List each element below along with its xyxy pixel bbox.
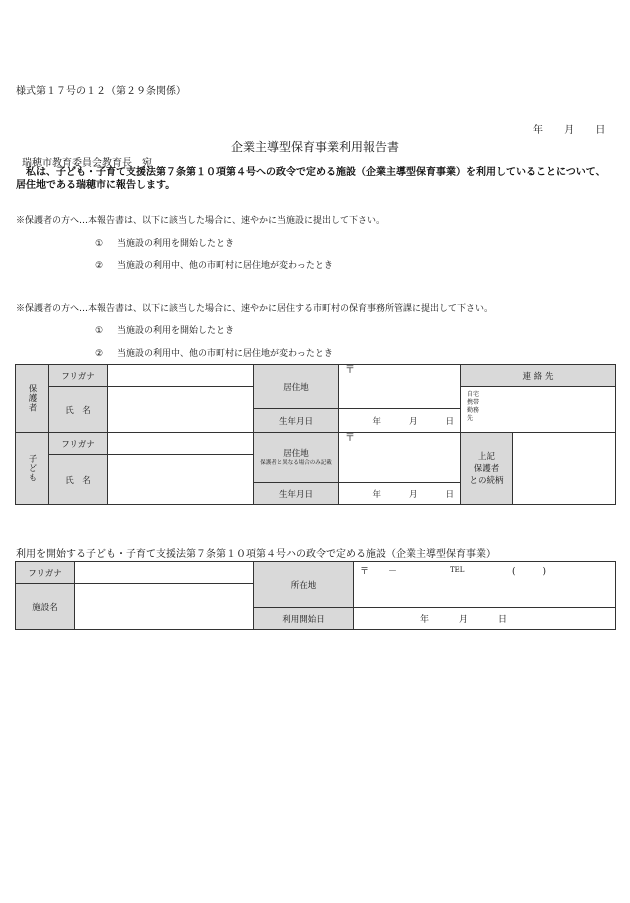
tel-label: TEL	[450, 566, 465, 574]
child-furigana-field[interactable]	[108, 433, 254, 455]
relation-line-3: との続柄	[469, 475, 504, 486]
notice-2-item-1	[95, 323, 234, 336]
contact-type-work-2: 先	[467, 415, 474, 422]
relation-label	[461, 433, 513, 505]
item-text: 当施設の利用中、他の市町村に居住地が変わったとき	[117, 261, 333, 271]
form-number: 様式第１７号の１２（第２９条関係）	[16, 86, 186, 97]
contact-type-mobile: 携帯	[467, 399, 480, 406]
birth-month: 月	[408, 416, 418, 427]
child-name-label: 氏 名	[49, 455, 108, 505]
postal-mark: 〒	[345, 365, 355, 376]
facility-table	[15, 561, 616, 630]
start-month: 月	[459, 615, 469, 625]
tel-parens: ( )	[512, 567, 547, 577]
guardian-name-label: 氏 名	[49, 387, 108, 433]
page-title: 企業主導型保育事業利用報告書	[230, 140, 399, 154]
relation-line-1: 上記	[477, 451, 495, 462]
child-residence-field[interactable]	[339, 433, 461, 483]
date-year-label: 年	[533, 125, 543, 136]
guardian-name-field[interactable]	[108, 387, 254, 433]
item-number: ②	[95, 349, 104, 359]
facility-furigana-field[interactable]	[75, 562, 254, 584]
birth-year: 年	[372, 489, 381, 500]
postal-dash: －	[388, 567, 398, 577]
statement	[16, 166, 616, 192]
notice-1: ※保護者の方へ…本報告書は、以下に該当した場合に、速やかに当施設に提出して下さい。	[16, 216, 386, 226]
facility-name-label: 施設名	[16, 584, 75, 630]
report-date	[533, 121, 605, 136]
guardian-residence-field[interactable]	[339, 365, 461, 409]
item-text: 当施設の利用中、他の市町村に居住地が変わったとき	[117, 349, 333, 359]
start-date-field[interactable]	[354, 608, 616, 630]
child-residence-title: 居住地	[283, 448, 309, 459]
child-birthdate-field[interactable]	[339, 483, 461, 505]
notice-2-item-2	[95, 346, 333, 359]
addressee: 瑞穂市教育委員会教育長 宛	[22, 158, 152, 169]
date-month-label: 月	[564, 125, 575, 136]
guardian-label-cell	[16, 365, 49, 433]
facility-section-caption: 利用を開始する子ども・子育て支援法第７条第１０項第４号ハの政令で定める施設（企業主導型保育事業）	[16, 549, 496, 560]
child-label-cell	[16, 433, 49, 505]
start-date-label: 利用開始日	[254, 608, 354, 630]
start-day: 日	[498, 615, 508, 625]
postal-mark: 〒	[360, 567, 370, 577]
notice-1-item-2	[95, 258, 333, 271]
birth-day: 日	[445, 416, 454, 427]
facility-name-field[interactable]	[75, 584, 254, 630]
contact-field[interactable]	[461, 387, 616, 433]
item-text: 当施設の利用を開始したとき	[117, 239, 235, 249]
child-residence-note: 保護者と異なる場合のみ記載	[260, 459, 332, 466]
child-label: 子ども	[27, 454, 37, 483]
birth-year: 年	[372, 416, 381, 427]
item-text: 当施設の利用を開始したとき	[117, 326, 235, 336]
item-number: ②	[95, 261, 104, 271]
relation-field[interactable]	[513, 433, 616, 505]
relation-line-2: 保護者	[473, 463, 500, 474]
notice-1-item-1	[95, 236, 234, 249]
guardian-label: 保護者	[27, 384, 37, 413]
child-residence-label	[254, 433, 339, 483]
birth-month: 月	[408, 489, 418, 500]
notice-2: ※保護者の方へ…本報告書は、以下に該当した場合に、速やかに居住する市町村の保育事務所管課に提出して下さい。	[16, 304, 494, 314]
contact-type-home: 自宅	[467, 391, 480, 398]
contact-label: 連 絡 先	[461, 365, 616, 387]
child-birthdate-label: 生年月日	[254, 483, 339, 505]
applicant-table	[15, 364, 616, 505]
facility-location-label: 所在地	[254, 562, 354, 608]
birth-day: 日	[445, 489, 454, 500]
guardian-furigana-label: フリガナ	[49, 365, 108, 387]
guardian-residence-label: 居住地	[254, 365, 339, 409]
item-number: ①	[95, 326, 104, 336]
statement-line-1: 私は、子ども・子育て支援法第７条第１０項第４号への政令で定める施設（企業主導型保育事業）を利用していることについて、	[16, 167, 606, 178]
guardian-birthdate-field[interactable]	[339, 409, 461, 433]
statement-line-2: 居住地である瑞穂市に報告します。	[16, 180, 176, 191]
item-number: ①	[95, 239, 104, 249]
guardian-furigana-field[interactable]	[108, 365, 254, 387]
child-name-field[interactable]	[108, 455, 254, 505]
child-furigana-label: フリガナ	[49, 433, 108, 455]
contact-type-work: 勤務	[467, 407, 480, 414]
facility-furigana-label: フリガナ	[16, 562, 75, 584]
guardian-birthdate-label: 生年月日	[254, 409, 339, 433]
postal-mark: 〒	[345, 433, 355, 444]
date-day-label: 日	[595, 125, 606, 136]
start-year: 年	[420, 615, 430, 625]
facility-location-field[interactable]	[354, 562, 616, 608]
